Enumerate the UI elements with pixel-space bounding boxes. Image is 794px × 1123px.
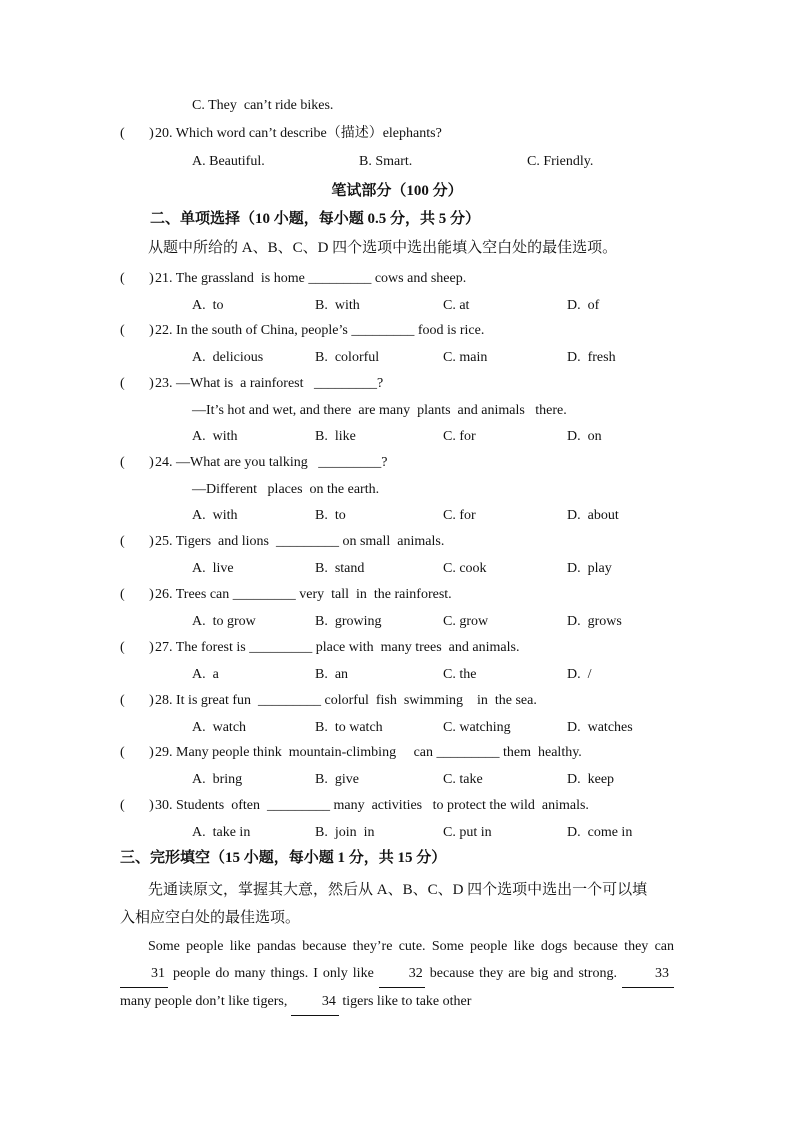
q23-option-c[interactable]: C. for [443,429,476,444]
q23-answer-paren[interactable]: ( ) [120,376,154,391]
q22-option-d[interactable]: D. fresh [567,350,616,365]
q29-option-d[interactable]: D. keep [567,772,615,787]
q20-answer-paren[interactable]: ( ) [120,126,154,141]
q21-options [0,297,794,315]
q29-option-b[interactable]: B. give [315,772,359,787]
q19-option-c: C. They can’t ride bikes. [192,98,334,113]
cloze-blank-31[interactable]: 31 [120,960,168,988]
q22-option-c[interactable]: C. main [443,350,488,365]
passage-text: Some people like pandas because they’re cute. Some people like dogs because they can [148,939,674,954]
q24-answer-paren[interactable]: ( ) [120,455,154,470]
q22-options [0,349,794,367]
q30-options [0,824,794,842]
section3-instruction-line2: 入相应空白处的最佳选项。 [120,910,301,926]
q20-stem: 20. Which word can’t describe（描述）elephants? [155,126,442,141]
q30-option-c[interactable]: C. put in [443,825,492,840]
q27-option-c[interactable]: C. the [443,667,477,682]
q26-stem: 26. Trees can _________ very tall in the rainforest. [155,587,452,602]
q30-stem: 30. Students often _________ many activities to protect the wild animals. [155,798,589,813]
q29-option-c[interactable]: C. take [443,772,483,787]
q25-stem: 25. Tigers and lions _________ on small animals. [155,534,445,549]
section2-instruction: 从题中所给的 A、B、C、D 四个选项中选出能填入空白处的最佳选项。 [148,240,618,256]
q20-options [0,153,794,171]
q21-option-d[interactable]: D. of [567,298,600,313]
q28-option-a[interactable]: A. watch [192,720,247,735]
q25-option-d[interactable]: D. play [567,561,612,576]
q30-option-a[interactable]: A. take in [192,825,251,840]
q26-option-c[interactable]: C. grow [443,614,489,629]
q28-stem: 28. It is great fun _________ colorful fish swimming in the sea. [155,693,537,708]
q26-options [0,613,794,631]
q20-option-a[interactable]: A. Beautiful. [192,154,265,169]
passage-text: people do many things. I only like [168,966,379,981]
q21-stem: 21. The grassland is home _________ cows and sheep. [155,271,467,286]
cloze-blank-33[interactable]: 33 [622,960,674,988]
q23-stem: 23. —What is a rainforest _________? [155,376,384,391]
q29-option-a[interactable]: A. bring [192,772,243,787]
q29-answer-paren[interactable]: ( ) [120,745,154,760]
q27-answer-paren[interactable]: ( ) [120,640,154,655]
q25-options [0,560,794,578]
q22-option-a[interactable]: A. delicious [192,350,264,365]
q20-option-c[interactable]: C. Friendly. [527,154,594,169]
q28-answer-paren[interactable]: ( ) [120,693,154,708]
q22-stem: 22. In the south of China, people’s _________ food is rice. [155,323,485,338]
q27-option-d[interactable]: D. / [567,667,592,682]
q21-option-c[interactable]: C. at [443,298,470,313]
q24-option-a[interactable]: A. with [192,508,238,523]
q25-answer-paren[interactable]: ( ) [120,534,154,549]
q23-stem-reply: —It’s hot and wet, and there are many plants and animals there. [192,403,567,418]
q23-options [0,428,794,446]
q21-option-b[interactable]: B. with [315,298,360,313]
q25-option-c[interactable]: C. cook [443,561,487,576]
q24-stem-reply: —Different places on the earth. [192,482,380,497]
q27-option-b[interactable]: B. an [315,667,349,682]
q30-option-d[interactable]: D. come in [567,825,633,840]
q25-option-a[interactable]: A. live [192,561,234,576]
section2-heading: 二、单项选择（10 小题，每小题 0.5 分，共 5 分） [150,211,481,227]
q28-option-d[interactable]: D. watches [567,720,633,735]
q28-option-b[interactable]: B. to watch [315,720,383,735]
q26-option-a[interactable]: A. to grow [192,614,256,629]
q30-option-b[interactable]: B. join in [315,825,375,840]
q25-option-b[interactable]: B. stand [315,561,365,576]
passage-text: many people don’t like tigers, [120,994,291,1009]
q26-option-d[interactable]: D. grows [567,614,622,629]
q30-answer-paren[interactable]: ( ) [120,798,154,813]
q27-options [0,666,794,684]
q27-option-a[interactable]: A. a [192,667,219,682]
q22-answer-paren[interactable]: ( ) [120,323,154,338]
q24-options [0,507,794,525]
q23-option-a[interactable]: A. with [192,429,238,444]
q20-option-b[interactable]: B. Smart. [359,154,413,169]
passage-text: tigers like to take other [338,994,472,1009]
q24-option-c[interactable]: C. for [443,508,476,523]
cloze-blank-34[interactable]: 34 [291,988,339,1016]
q23-option-b[interactable]: B. like [315,429,356,444]
cloze-passage [120,933,674,1016]
q29-stem: 29. Many people think mountain-climbing can _________ them healthy. [155,745,582,760]
q26-option-b[interactable]: B. growing [315,614,382,629]
q28-options [0,719,794,737]
q24-option-d[interactable]: D. about [567,508,619,523]
section3-instruction-line1: 先通读原文，掌握其大意，然后从 A、B、C、D 四个选项中选出一个可以填 [148,882,648,898]
written-part-title: 笔试部分（100 分） [331,183,463,199]
passage-text: because they are big and strong. [424,966,622,981]
cloze-blank-32[interactable]: 32 [379,960,425,988]
q24-option-b[interactable]: B. to [315,508,346,523]
q27-stem: 27. The forest is _________ place with many trees and animals. [155,640,520,655]
q21-answer-paren[interactable]: ( ) [120,271,154,286]
q22-option-b[interactable]: B. colorful [315,350,380,365]
q21-option-a[interactable]: A. to [192,298,224,313]
q24-stem: 24. —What are you talking _________? [155,455,388,470]
q28-option-c[interactable]: C. watching [443,720,511,735]
q29-options [0,771,794,789]
section3-heading: 三、完形填空（15 小题，每小题 1 分，共 15 分） [120,850,447,866]
q23-option-d[interactable]: D. on [567,429,602,444]
q26-answer-paren[interactable]: ( ) [120,587,154,602]
